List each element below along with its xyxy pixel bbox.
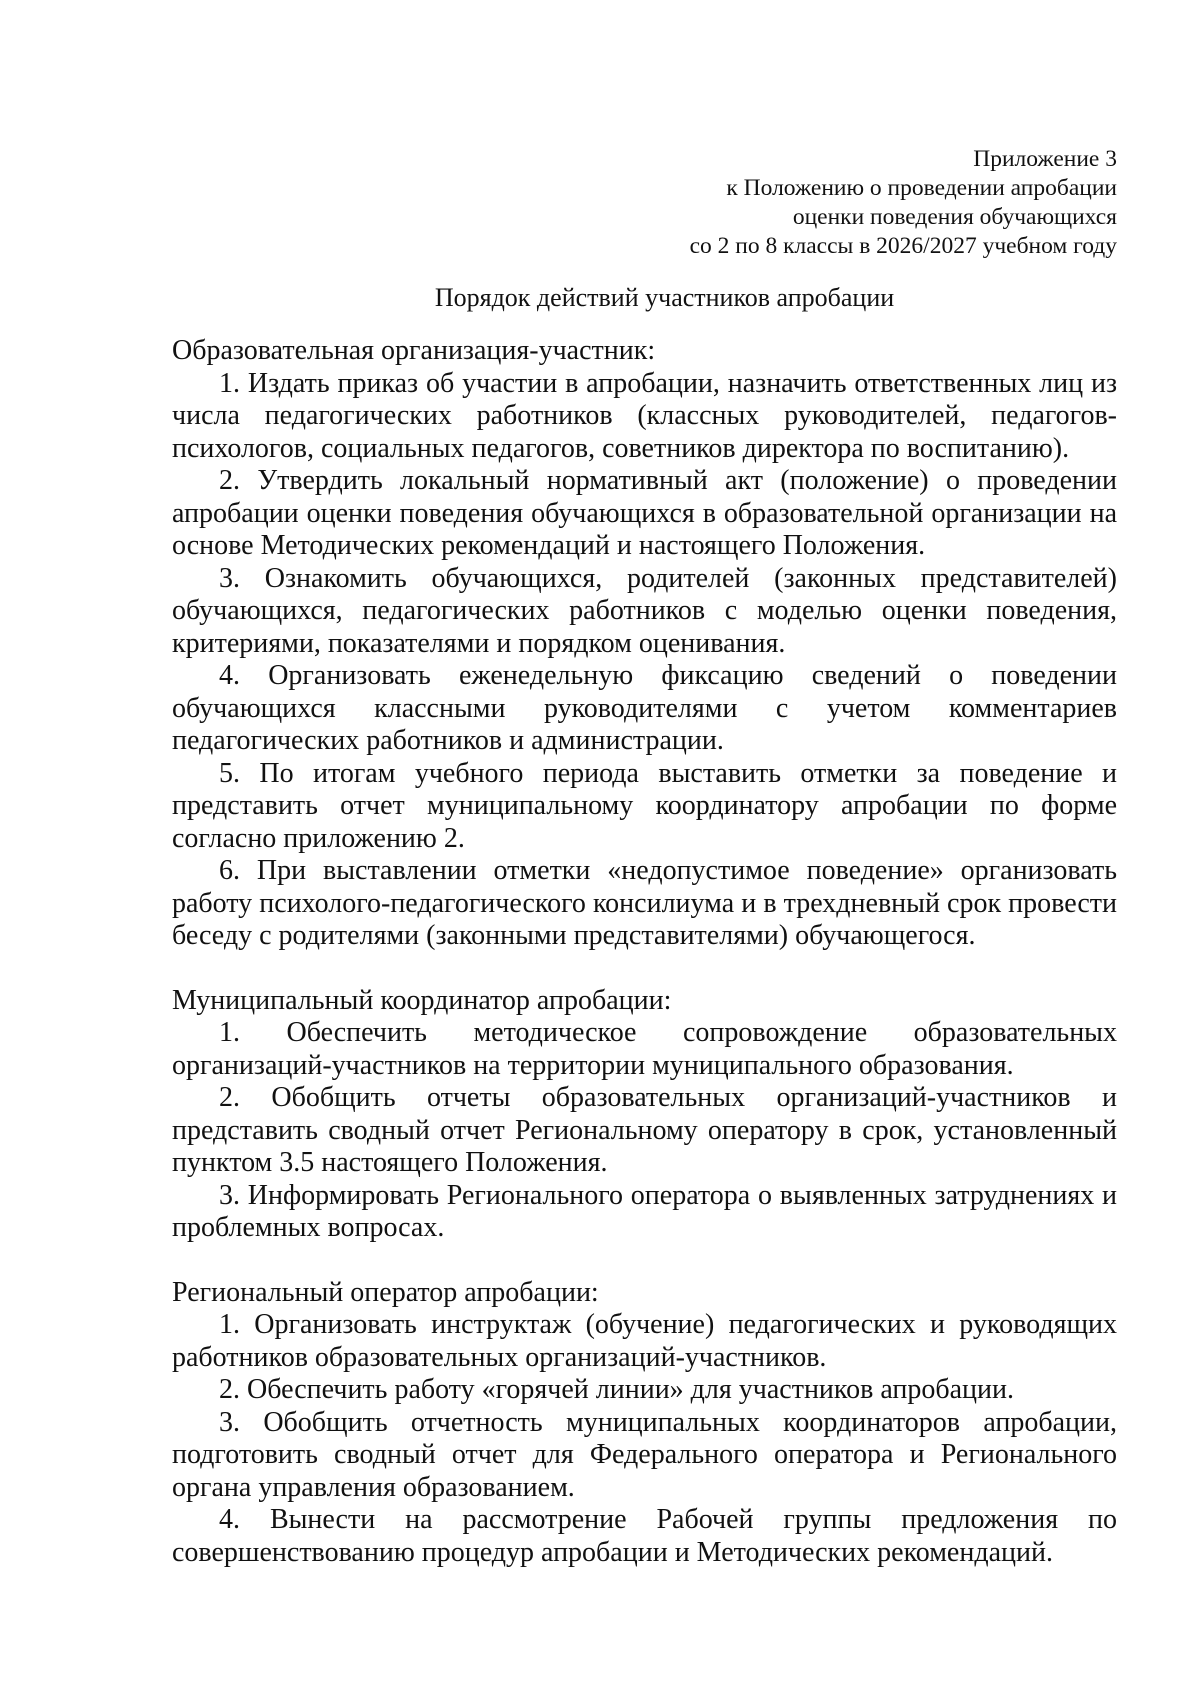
appendix-header-line: Приложение 3 — [973, 146, 1117, 172]
document-page — [172, 145, 1117, 1569]
appendix-header-line: со 2 по 8 классы в 2026/2027 учебном году — [689, 233, 1117, 259]
appendix-header — [172, 145, 1117, 261]
list-item: 1. Издать приказ об участии в апробации, назначить ответственных лиц из числа педагогических работников (классных руководителей, педагогов-психологов, социальных педагогов, советников директора по воспитанию). — [172, 367, 1117, 464]
list-item: 3. Ознакомить обучающихся, родителей (законных представителей) обучающихся, педагогических работников с моделью оценки поведения, критериями, показателями и порядком оценивания. — [172, 562, 1117, 659]
list-item: 1. Организовать инструктаж (обучение) педагогических и руководящих работников образовательных организаций-участников. — [172, 1309, 1117, 1373]
section-heading: Образовательная организация-участник: — [172, 335, 656, 366]
section-heading: Муниципальный координатор апробации: — [172, 984, 672, 1016]
appendix-header-line: к Положению о проведении апробации — [726, 175, 1117, 201]
list-item: 4. Вынести на рассмотрение Рабочей группы предложения по совершенствованию процедур апробации и Методических рекомендаций. — [172, 1504, 1117, 1568]
list-item: 1. Обеспечить методическое сопровождение образовательных организаций-участников на территории муниципального образования. — [172, 1017, 1117, 1081]
section-heading: Региональный оператор апробации: — [172, 1276, 599, 1308]
list-item: 5. По итогам учебного периода выставить отметки за поведение и представить отчет муниципальному координатору апробации по форме согласно приложению 2. — [172, 757, 1117, 854]
list-item: 2. Обеспечить работу «горячей линии» для участников апробации. — [219, 1374, 1014, 1405]
appendix-header-line: оценки поведения обучающихся — [792, 204, 1117, 230]
section-regional-operator — [172, 1277, 1117, 1570]
list-item: 4. Организовать еженедельную фиксацию сведений о поведении обучающихся классными руководителями с учетом комментариев педагогических работников и администрации. — [172, 660, 1117, 756]
section-municipal-coordinator — [172, 985, 1117, 1245]
list-item: 2. Обобщить отчеты образовательных организаций-участников и представить сводный отчет Региональному оператору в срок, установленный пунктом 3.5 настоящего Положения. — [172, 1082, 1117, 1178]
list-item: 3. Информировать Регионального оператора о выявленных затруднениях и проблемных вопросах. — [172, 1179, 1117, 1243]
section-participant-organization — [172, 335, 1117, 953]
list-item: 3. Обобщить отчетность муниципальных координаторов апробации, подготовить сводный отчет для Федерального оператора и Регионального органа управления образованием. — [172, 1406, 1117, 1503]
list-item: 2. Утвердить локальный нормативный акт (положение) о проведении апробации оценки поведения обучающихся в образовательной организации на основе Методических рекомендаций и настоящего Положения. — [172, 465, 1117, 561]
document-title: Порядок действий участников апробации — [434, 283, 895, 312]
list-item: 6. При выставлении отметки «недопустимое поведение» организовать работу психолого-педагогического консилиума и в трехдневный срок провести беседу с родителями (законными представителями) обучающегося. — [172, 855, 1117, 951]
